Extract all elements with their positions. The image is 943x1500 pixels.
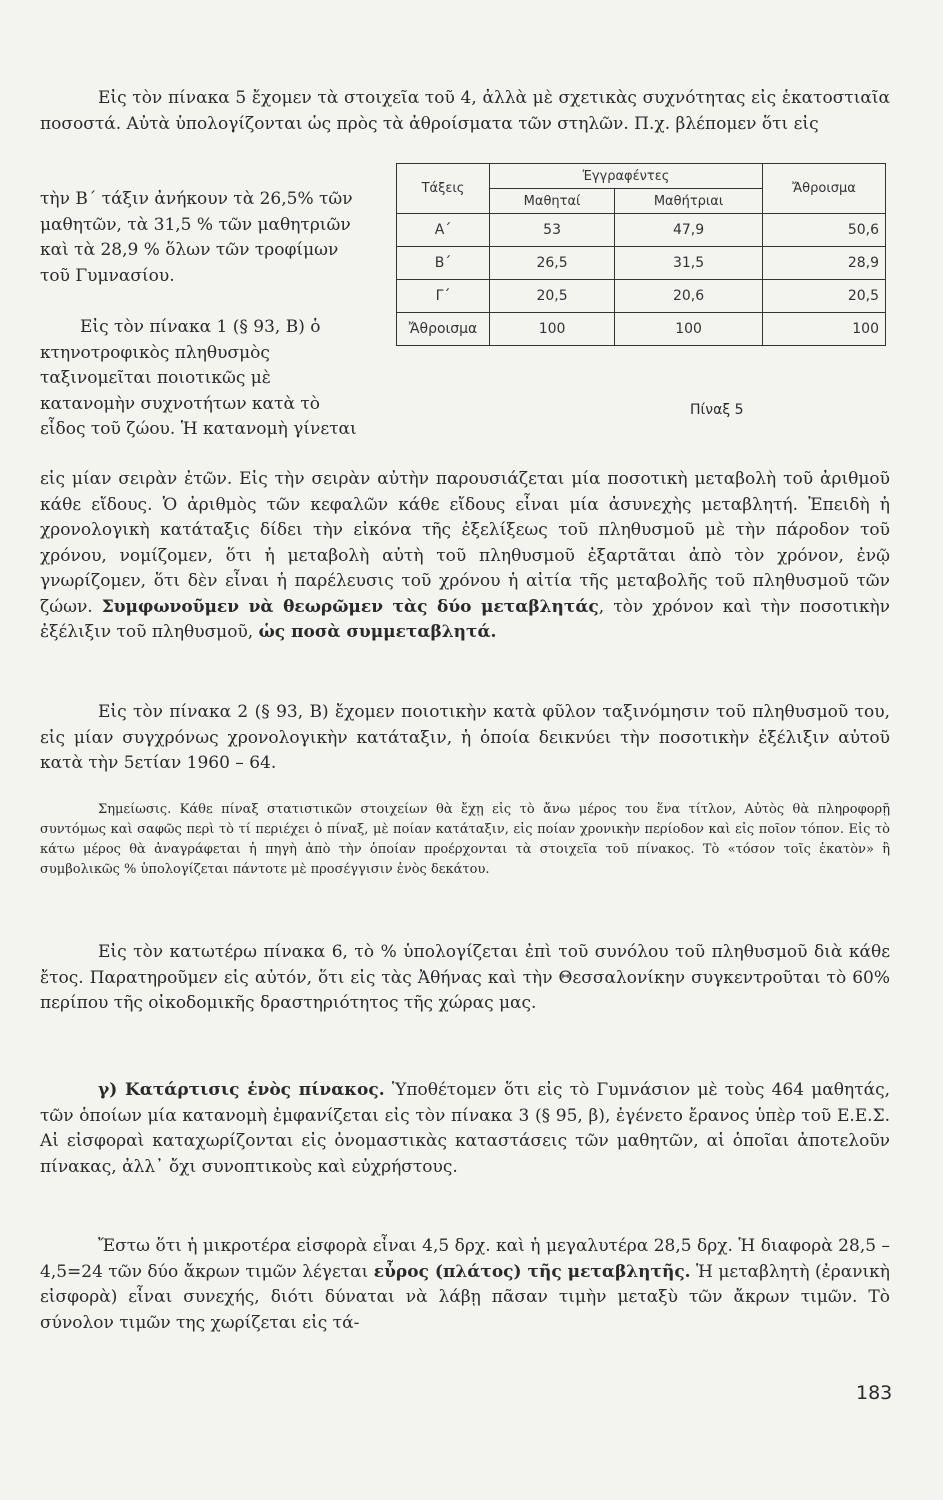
- table-row: [397, 214, 886, 247]
- cell-athroisma: 100: [763, 313, 886, 346]
- header-athroisma: Ἄθροισμα: [763, 164, 886, 214]
- paragraph-2-text-2: , τὸν χρόνον καὶ τὴν ποσοτικὴν ἐξέλιξιν τοῦ πληθυσμοῦ,: [40, 596, 890, 642]
- paragraph-5: [40, 1078, 890, 1180]
- cell-athroisma: 50,6: [763, 214, 886, 247]
- note-paragraph: Σημείωσις. Κάθε πίναξ στατιστικῶν στοιχείων θὰ ἔχῃ εἰς τὸ ἄνω μέρος του ἕνα τίτλον, Αὐτὸς θὰ πληροφορῇ συντόμως καὶ σαφῶς περὶ τὸ τί περιέχει ὁ πίναξ, μὲ ποίαν κατάταξιν, εἰς ποίαν χρονικὴν περίοδον καὶ εἰς ποῖον τόπον. Εἰς τὸ κάτω μέρος θὰ ἀναγράφεται ἡ πηγὴ ἀπὸ τὴν ὁποίαν προέρχονται τὰ στοιχεῖα τοῦ πίνακος. Τὸ «τόσον τοῖς ἑκατὸν» ἢ συμβολικῶς % ὑπολογίζεται πάντοτε μὲ προσέγγισιν ἑνὸς δεκάτου.: [40, 802, 890, 877]
- cell-mathitai: 100: [490, 313, 615, 346]
- paragraph-2-text: εἰς μίαν σειρὰν ἐτῶν. Εἰς τὴν σειρὰν αὐτὴν παρουσιάζεται μία ποσοτικὴ μεταβολὴ τοῦ ἀριθμοῦ κάθε εἴδους. Ὁ ἀριθμὸς τῶν κεφαλῶν κάθε εἴδους εἶναι μία ἀσυνεχὴς μεταβλητή. Ἐπειδὴ ἡ χρονολογικὴ κατάταξις δίδει τὴν εἰκόνα τῆς ἐξελίξεως τοῦ πληθυσμοῦ μὲ τὴν πάροδον τοῦ χρόνου, νομίζομεν, ὅτι ἡ μεταβολὴ αὐτὴ τοῦ πληθυσμοῦ ἐξαρτᾶται ἀπὸ τὸν χρόνον, ἐνῷ γνωρίζομεν, ὅτι δὲν εἶναι ἡ παρέλευσις τοῦ χρόνου ἡ αἰτία τῆς μεταβολῆς τοῦ πληθυσμοῦ τῶν ζώων.: [40, 469, 890, 617]
- header-eggrafentes: Ἐγγραφέντες: [490, 164, 763, 189]
- table-5: [396, 163, 886, 346]
- wrap-paragraph-2: Εἰς τὸν πίνακα 1 (§ 93, Β) ὁ κτηνοτροφικὸς πληθυσμὸς ταξινομεῖται ποιοτικῶς μὲ κατανομὴν συχνοτήτων κατὰ τὸ εἶδος τοῦ ζώου. Ἡ κατανομὴ γίνεται: [40, 317, 357, 439]
- paragraph-3: Εἰς τὸν πίνακα 2 (§ 93, Β) ἔχομεν ποιοτικὴν κατὰ φῦλον ταξινόμησιν τοῦ πληθυσμοῦ του, εἰς μίαν συγχρόνως χρονολογικὴν κατάταξιν, ἡ ὁποία δεικνύει τὴν ποσοτικὴν ἐξέλιξιν αὐτοῦ κατὰ τὴν 5ετίαν 1960 – 64.: [40, 702, 890, 773]
- paragraph-2: [40, 467, 890, 646]
- paragraph-2-bold-2: ὡς ποσὰ συμμεταβλητά.: [258, 622, 497, 642]
- page-number: 183: [856, 1382, 893, 1404]
- paragraph-2-bold-1: Συμφωνοῦμεν νὰ θεωρῶμεν τὰς δύο μεταβλητάς: [101, 596, 599, 617]
- cell-mathitriai: 100: [615, 313, 763, 346]
- header-mathitriai: Μαθήτριαι: [615, 189, 763, 214]
- cell-mathitriai: 31,5: [615, 247, 763, 280]
- paragraph-5-text: Ὑποθέτομεν ὅτι εἰς τὸ Γυμνάσιον μὲ τοὺς 464 μαθητάς, τῶν ὁποίων μία κατανομὴ ἐμφανίζεται εἰς τὸν πίνακα 3 (§ 95, β), ἐγένετο ἔρανος ὑπὲρ τοῦ Ε.Ε.Σ. Αἱ εἰσφοραὶ καταχωρίζονται εἰς ὀνομαστικὰς καταστάσεις τῶν μαθητῶν, αἱ ὁποῖαι ἀποτελοῦν πίνακας, ἀλλ᾽ ὄχι συνοπτικοὺς καὶ εὐχρήστους.: [40, 1080, 891, 1177]
- cell-mathitai: 20,5: [490, 280, 615, 313]
- paragraph-6-text-2: Ἡ μεταβλητὴ (ἐρανικὴ εἰσφορὰ) εἶναι συνεχής, διότι δύναται νὰ λάβῃ πᾶσαν τιμὴν μεταξὺ τῶν ἄκρων τιμῶν. Τὸ σύνολον τιμῶν της χωρίζεται εἰς τά-: [40, 1261, 890, 1333]
- cell-mathitriai: 47,9: [615, 214, 763, 247]
- paragraph-1: Εἰς τὸν πίνακα 5 ἔχομεν τὰ στοιχεῖα τοῦ 4, ἀλλὰ μὲ σχετικὰς συχνότητας εἰς ἑκατοστιαῖα ποσοστά. Αὐτὰ ὑπολογίζονται ὡς πρὸς τὰ ἀθροίσματα τῶν στηλῶν. Π.χ. βλέπομεν ὅτι εἰς: [40, 88, 890, 134]
- cell-mathitai: 53: [490, 214, 615, 247]
- wrap-paragraph-1: τὴν Β΄ τάξιν ἀνήκουν τὰ 26,5% τῶν μαθητῶν, τὰ 31,5 % τῶν μαθητριῶν καὶ τὰ 28,9 % ὅλων τῶν τροφίμων τοῦ Γυμνασίου.: [40, 189, 353, 286]
- cell-mathitriai: 20,6: [615, 280, 763, 313]
- row-label: Α΄: [397, 214, 490, 247]
- table-caption: Πίναξ 5: [690, 402, 744, 418]
- table-row: [397, 247, 886, 280]
- header-mathitai: Μαθηταί: [490, 189, 615, 214]
- table-row: [397, 313, 886, 346]
- paragraph-6-bold: εὖρος (πλάτος) τῆς μεταβλητῆς.: [373, 1261, 691, 1282]
- paragraph-4: Εἰς τὸν κατωτέρω πίνακα 6, τὸ % ὑπολογίζεται ἐπὶ τοῦ συνόλου τοῦ πληθυσμοῦ διὰ κάθε ἔτος. Παρατηροῦμεν εἰς αὐτόν, ὅτι εἰς τὰς Ἀθήνας καὶ τὴν Θεσσαλονίκην συγκεντροῦται τὸ 60% περίπου τῆς οἰκοδομικῆς δραστηριότητος τῆς χώρας μας.: [40, 942, 890, 1013]
- row-label: Γ΄: [397, 280, 490, 313]
- paragraph-6: [40, 1234, 890, 1336]
- cell-mathitai: 26,5: [490, 247, 615, 280]
- row-label: Ἄθροισμα: [397, 313, 490, 346]
- cell-athroisma: 28,9: [763, 247, 886, 280]
- header-taxeis: Τάξεις: [397, 164, 490, 214]
- cell-athroisma: 20,5: [763, 280, 886, 313]
- row-label: Β΄: [397, 247, 490, 280]
- paragraph-6-text: Ἔστω ὅτι ἡ μικροτέρα εἰσφορὰ εἶναι 4,5 δρχ. καὶ ἡ μεγαλυτέρα 28,5 δρχ. Ἡ διαφορὰ 28,5 – 4,5=24 τῶν δύο ἄκρων τιμῶν λέγεται: [40, 1236, 890, 1282]
- table-row: [397, 280, 886, 313]
- section-heading: γ) Κατάρτισις ἑνὸς πίνακος.: [98, 1080, 385, 1100]
